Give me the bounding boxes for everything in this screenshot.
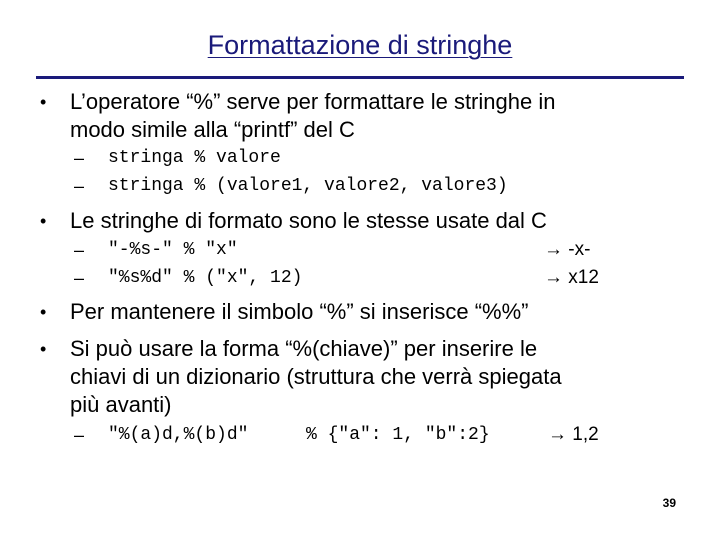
dash-marker: – bbox=[74, 425, 85, 445]
bullet-marker: • bbox=[40, 92, 47, 112]
bullet-4-line-3: più avanti) bbox=[70, 392, 172, 417]
bullet-2-sub-2-result: → x12 bbox=[544, 267, 599, 288]
dash-marker: – bbox=[74, 240, 85, 260]
bullet-marker: • bbox=[40, 302, 47, 322]
bullet-2-text: Le stringhe di formato sono le stesse usate dal C bbox=[70, 208, 547, 233]
bullet-2-sub-2: "%s%d" % ("x", 12) bbox=[108, 268, 303, 288]
bullet-4-line-1: Si può usare la forma “%(chiave)” per inserire le bbox=[70, 336, 538, 361]
dash-marker: – bbox=[74, 176, 85, 196]
bullet-4-sub-1-result: → 1,2 bbox=[548, 424, 599, 445]
slide-title: Formattazione di stringhe bbox=[207, 30, 513, 60]
bullet-1-sub-1: stringa % valore bbox=[108, 148, 281, 168]
title-rule bbox=[36, 76, 684, 79]
bullet-1-line-1: L’operatore “%” serve per formattare le stringhe in bbox=[70, 89, 556, 114]
bullet-2-sub-1: "-%s-" % "x" bbox=[108, 240, 238, 260]
bullet-1-line-2: modo simile alla “printf” del C bbox=[70, 117, 355, 142]
bullet-4-line-2: chiavi di un dizionario (struttura che verrà spiegata bbox=[70, 364, 562, 389]
bullet-1-sub-2: stringa % (valore1, valore2, valore3) bbox=[108, 176, 508, 196]
bullet-3-text: Per mantenere il simbolo “%” si inserisce “%%” bbox=[70, 299, 529, 324]
page-number: 39 bbox=[662, 496, 676, 510]
dash-marker: – bbox=[74, 268, 85, 288]
bullet-marker: • bbox=[40, 211, 47, 231]
dash-marker: – bbox=[74, 148, 85, 168]
bullet-4-sub-1: "%(a)d,%(b)d" bbox=[108, 425, 249, 445]
bullet-2-sub-1-result: → -x- bbox=[544, 239, 591, 260]
bullet-marker: • bbox=[40, 339, 47, 359]
bullet-4-sub-1-dict: % {"a": 1, "b":2} bbox=[306, 425, 490, 445]
